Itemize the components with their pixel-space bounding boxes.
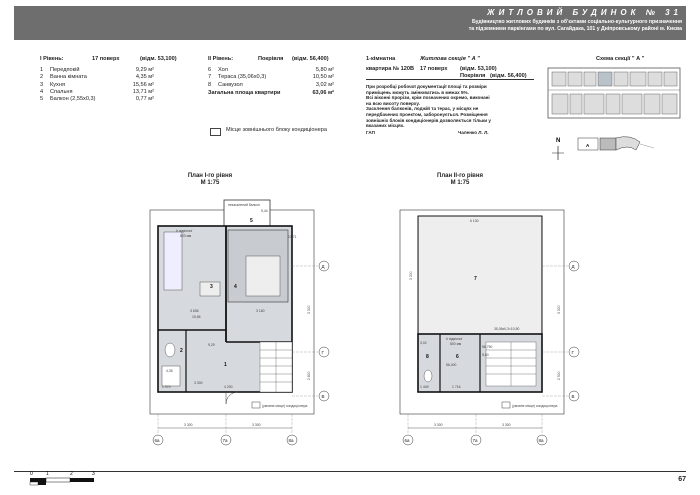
level2-room-row: 8 Санвузол 3,02 м² xyxy=(208,81,334,88)
level2-room-row: 6 Хол 5,80 м² xyxy=(208,67,334,74)
svg-text:1 716: 1 716 xyxy=(452,385,461,389)
document-title: ЖИТЛОВИЙ БУДИНОК № 31 xyxy=(487,8,682,17)
plan1-title-block xyxy=(170,173,250,187)
plan2-scale: М 1:75 xyxy=(450,180,470,186)
room-3-label: 3 xyxy=(210,284,213,290)
north-label: N xyxy=(556,138,561,144)
toilet-icon xyxy=(165,343,175,357)
svg-text:7а: 7а xyxy=(472,438,478,443)
svg-text:3 636: 3 636 xyxy=(190,309,199,313)
room-4-label: 4 xyxy=(234,284,237,290)
gap-name: Чаленко Л. Л. xyxy=(458,129,489,135)
svg-text:4,35: 4,35 xyxy=(166,369,173,373)
level1-floor: 17 поверх xyxy=(92,56,120,62)
terrace-area xyxy=(418,216,542,334)
staircase-icon xyxy=(260,342,292,392)
apartment-info: 1-кімнатна Житлова секція " А " квартира № 120В 17 поверх (відм. 53,100) Покрівля (відм. 56,400) xyxy=(366,56,527,80)
level1-table xyxy=(40,56,200,103)
svg-text:3 300: 3 300 xyxy=(252,423,261,427)
footer-line xyxy=(14,471,686,472)
toilet-icon xyxy=(424,370,432,382)
svg-text:Г: Г xyxy=(321,350,324,355)
svg-text:3: 3 xyxy=(92,471,95,477)
svg-text:Г: Г xyxy=(571,350,574,355)
plan2-title-block xyxy=(420,173,500,187)
svg-text:1 449: 1 449 xyxy=(420,385,429,389)
ac-unit-legend-text: Місце зовнішнього блоку кондиціонера xyxy=(226,127,327,133)
svg-text:3 300: 3 300 xyxy=(184,423,193,427)
svg-text:2 500: 2 500 xyxy=(557,371,561,380)
svg-text:2: 2 xyxy=(70,471,73,477)
level1-room-row: 4 Спальня 13,71 м² xyxy=(40,88,154,95)
plan1-drawing xyxy=(140,190,340,450)
svg-text:2 800: 2 800 xyxy=(307,371,311,380)
svg-text:6 130: 6 130 xyxy=(470,219,479,223)
scale-bar xyxy=(28,468,108,490)
level1-room-row: 2 Ванна кімната 4,35 м² xyxy=(40,74,154,81)
room-5-label: 5 xyxy=(250,218,253,224)
svg-text:1 970: 1 970 xyxy=(162,385,171,389)
plan1-axes-right xyxy=(292,261,329,401)
svg-text:15,56: 15,56 xyxy=(192,315,201,319)
svg-text:h підвісної: h підвісної xyxy=(176,229,193,233)
svg-text:7а: 7а xyxy=(222,438,228,443)
level1-heading-row xyxy=(40,56,200,63)
room-8-label: 8 xyxy=(426,354,429,360)
level2-total-row: Загальна площа квартири 63,06 м² xyxy=(208,89,334,96)
svg-text:800 мм: 800 мм xyxy=(450,342,462,346)
entry-door xyxy=(226,392,238,404)
svg-text:8а: 8а xyxy=(538,438,544,443)
subtitle-line-1: Будівництво житлових будинків з об'єктами соціально-культурного призначення xyxy=(471,19,682,25)
plan2-title: План ІІ-го рівня xyxy=(437,173,483,179)
room-6-label: 6 xyxy=(456,354,459,360)
apartment-number: квартира № 120В xyxy=(366,66,415,73)
apartment-section: Житлова секція " А " xyxy=(420,56,480,62)
plan1-axes-bottom xyxy=(153,414,297,445)
level2-table xyxy=(208,56,358,97)
svg-text:(умовне місце) кондиціонера: (умовне місце) кондиціонера xyxy=(512,404,558,408)
level1-room-row: 3 Кухня 15,56 м² xyxy=(40,81,154,88)
svg-text:(умовне місце) кондиціонера: (умовне місце) кондиціонера xyxy=(262,404,308,408)
level2-floor: Покрівля xyxy=(258,56,284,62)
notes-block: При розробці робочої документації площі та розміри приміщень можуть змінюватись в межах 5%. Всі віконні прорізи, крім позначених окремо, виконані на всю висоту поверху. Засклення балконів, лоджій та терас, у місцях не передбачених проектом, заборонується. Розміщення зовнішніх блоків кондиціонерів дозволяється тільки у вказаних місцях. ГАП Чаленко Л. Л. xyxy=(366,84,491,135)
balcony-label: незасклений балкон xyxy=(228,203,260,207)
svg-text:В: В xyxy=(321,394,325,399)
svg-text:В: В xyxy=(571,394,575,399)
apartment-divider xyxy=(366,79,534,80)
level2-room-row: 7 Тераса (35,06х0,3) 10,50 м² xyxy=(208,74,334,81)
svg-text:3 160: 3 160 xyxy=(256,309,265,313)
plan2-axes-bottom xyxy=(403,414,547,445)
section-scheme xyxy=(544,64,684,166)
svg-text:Д: Д xyxy=(571,264,575,269)
svg-text:Д: Д xyxy=(321,264,325,269)
page-number: 67 xyxy=(678,476,686,483)
svg-text:5,44: 5,44 xyxy=(261,209,268,213)
ac-unit-legend-icon xyxy=(210,128,221,136)
svg-text:56,750: 56,750 xyxy=(482,345,493,349)
svg-text:3 300: 3 300 xyxy=(557,305,561,314)
svg-text:3 300: 3 300 xyxy=(502,423,511,427)
level1-elevation: (відм. 53,100) xyxy=(140,56,177,62)
room-1-label: 1 xyxy=(224,362,227,368)
svg-text:8а: 8а xyxy=(288,438,294,443)
gap-label: ГАП xyxy=(366,129,375,135)
level1-room-row: 5 Балкон (2,55х0,3) 0,77 м² xyxy=(40,96,154,103)
svg-text:56,400: 56,400 xyxy=(446,363,457,367)
bed-icon xyxy=(246,256,280,296)
ac-unit-marker xyxy=(502,402,510,408)
svg-text:9,29: 9,29 xyxy=(208,343,215,347)
svg-text:4 200: 4 200 xyxy=(224,385,233,389)
staircase-icon xyxy=(486,342,536,386)
svg-text:1: 1 xyxy=(46,471,49,477)
svg-text:5,80: 5,80 xyxy=(482,353,489,357)
room-7-label: 7 xyxy=(474,276,477,282)
apartment-type: 1-кімнатна xyxy=(366,56,396,62)
svg-text:3,02: 3,02 xyxy=(420,341,427,345)
svg-text:3 300: 3 300 xyxy=(409,271,413,280)
north-arrow-icon xyxy=(552,146,564,160)
subtitle-line-2: та підземними паркінгами по вул. Сагайдака, 101 у Дніпровському районі м. Києва xyxy=(468,25,682,32)
svg-text:h підвісної: h підвісної xyxy=(446,337,463,341)
level1-heading: І Рівень: xyxy=(40,56,64,62)
level1-room-row: 1 Передпокій 9,29 м² xyxy=(40,67,154,74)
svg-text:6а: 6а xyxy=(404,438,410,443)
ac-unit-marker xyxy=(252,402,260,408)
plan1-scale: М 1:75 xyxy=(200,180,220,186)
svg-text:0: 0 xyxy=(30,471,33,477)
section-tag: А xyxy=(586,143,590,148)
svg-text:3 300: 3 300 xyxy=(194,381,203,385)
svg-text:6а: 6а xyxy=(154,438,160,443)
scheme-title: Схема секції " А " xyxy=(596,56,645,62)
plan1-title: План І-го рівня xyxy=(187,173,233,179)
level2-heading: ІІ Рівень: xyxy=(208,56,234,62)
plan2-drawing xyxy=(390,190,590,450)
svg-text:3 300: 3 300 xyxy=(434,423,443,427)
terrace-dim: 35,06х0,3=10,50 xyxy=(494,327,520,331)
svg-text:13,71: 13,71 xyxy=(288,235,297,239)
svg-text:3 300: 3 300 xyxy=(307,305,311,314)
level2-heading-row xyxy=(208,56,358,63)
section-key-plan xyxy=(578,137,654,150)
svg-text:800 мм: 800 мм xyxy=(180,234,192,238)
room-2-label: 2 xyxy=(180,348,183,354)
document-subtitle xyxy=(469,19,682,32)
level2-elevation: (відм. 56,400) xyxy=(292,56,329,62)
